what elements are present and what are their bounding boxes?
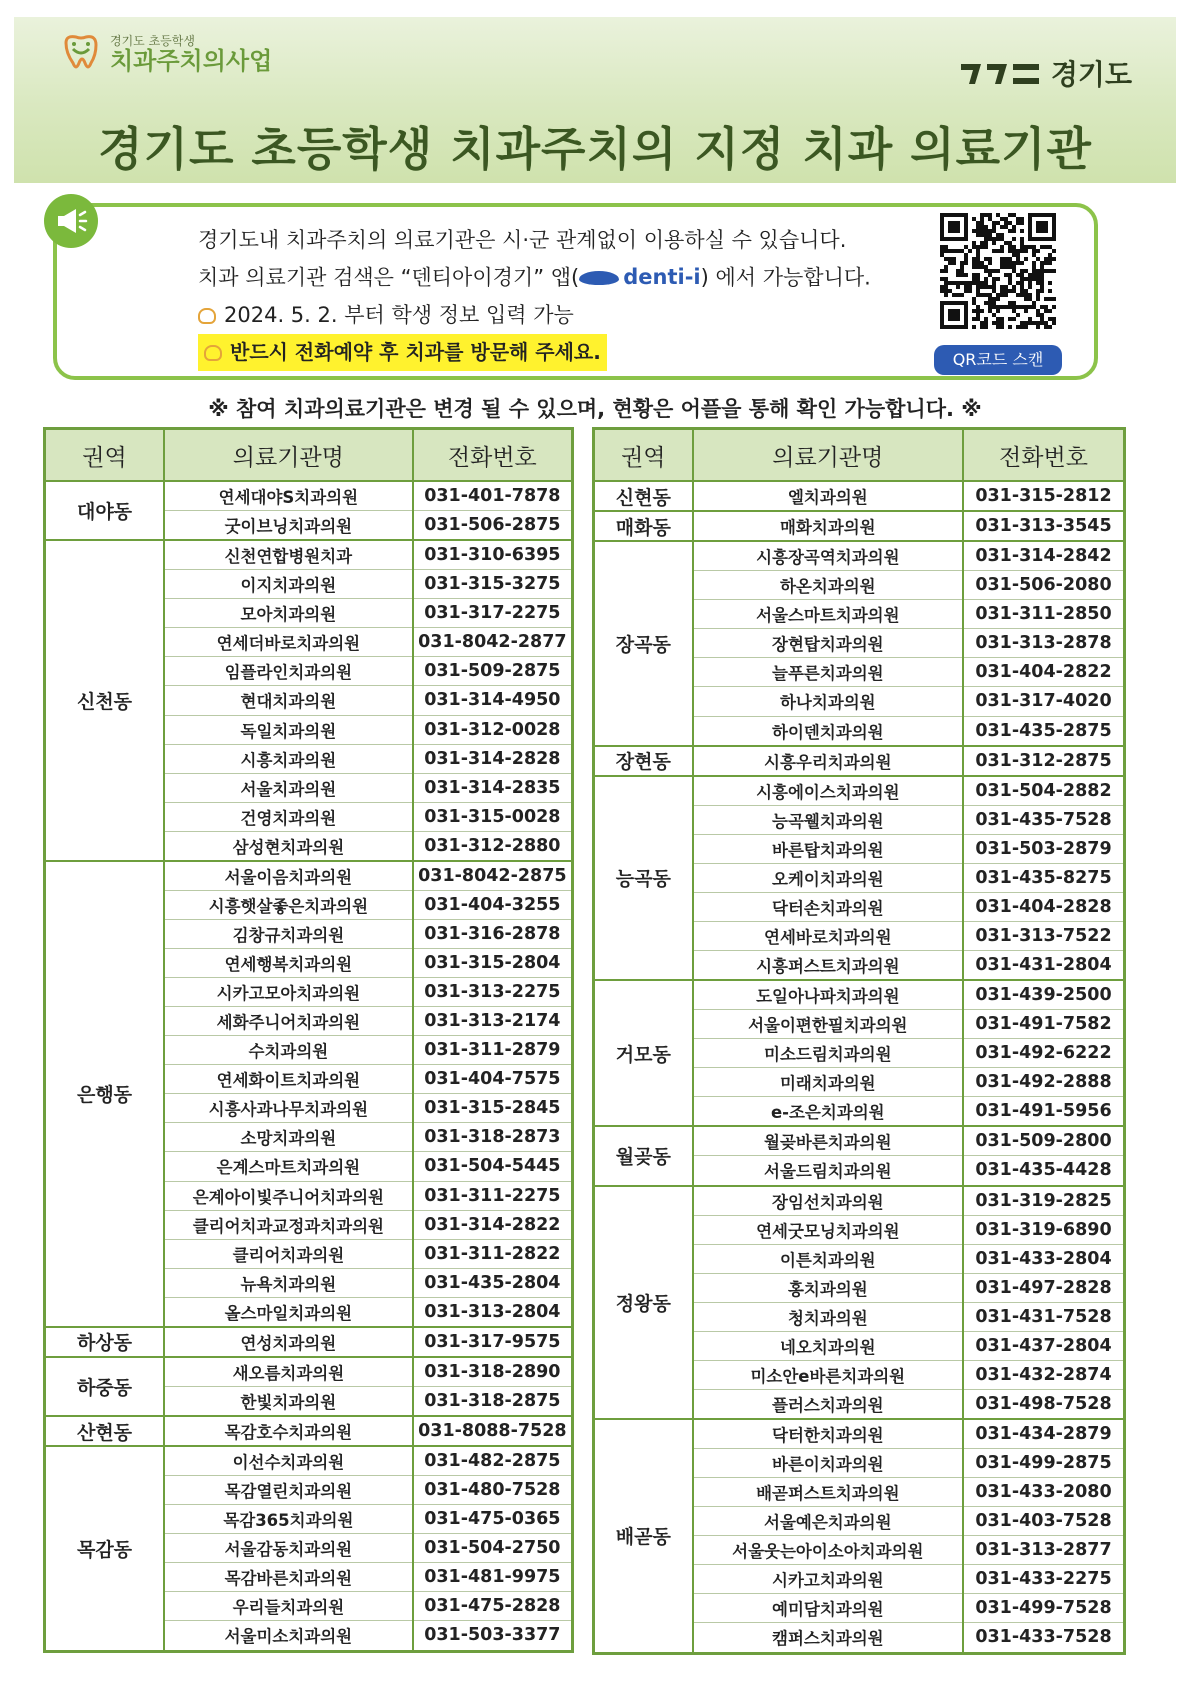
phone-number[interactable]: 031-504-5445	[413, 1152, 573, 1181]
clinic-name: 늘푸른치과의원	[693, 658, 963, 687]
clinic-name: 올스마일치과의원	[164, 1297, 413, 1327]
participation-note: ※ 참여 치과의료기관은 변경 될 수 있으며, 현황은 어플을 통해 확인 가능합니다. ※	[208, 397, 982, 421]
phone-number[interactable]: 031-313-7522	[963, 921, 1125, 950]
phone-number[interactable]: 031-435-8275	[963, 863, 1125, 892]
clinic-name: 청치과의원	[693, 1302, 963, 1331]
table-row	[45, 1446, 573, 1476]
clinic-name: 시카고모아치과의원	[164, 978, 413, 1007]
phone-number[interactable]: 031-318-2875	[413, 1386, 573, 1416]
clinic-table-right	[592, 427, 1126, 1655]
phone-number[interactable]: 031-481-9975	[413, 1563, 573, 1592]
phone-number[interactable]: 031-499-7528	[963, 1594, 1125, 1623]
clinic-name: 건영치과의원	[164, 802, 413, 831]
clinic-name: 현대치과의원	[164, 686, 413, 715]
region-cell: 산현동	[45, 1416, 165, 1446]
clinic-name: 이튼치과의원	[693, 1244, 963, 1273]
phone-number[interactable]: 031-435-7528	[963, 805, 1125, 834]
phone-number[interactable]: 031-491-5956	[963, 1097, 1125, 1127]
phone-number[interactable]: 031-404-2822	[963, 658, 1125, 687]
phone-number[interactable]: 031-435-4428	[963, 1156, 1125, 1186]
header-banner	[14, 17, 1176, 183]
clinic-name: 한빛치과의원	[164, 1386, 413, 1416]
phone-number[interactable]: 031-404-2828	[963, 892, 1125, 921]
phone-number[interactable]: 031-313-2804	[413, 1297, 573, 1327]
clinic-name: 시흥햇살좋은치과의원	[164, 890, 413, 919]
clinic-name: 목감365치과의원	[164, 1505, 413, 1534]
clinic-name: 소망치과의원	[164, 1123, 413, 1152]
phone-number[interactable]: 031-504-2882	[963, 776, 1125, 806]
gyeonggi-symbol-icon	[959, 60, 1041, 86]
clinic-name: 홍치과의원	[693, 1273, 963, 1302]
clinic-name: 김창규치과의원	[164, 919, 413, 948]
denti-app-icon	[579, 271, 619, 285]
table-row	[594, 481, 1125, 511]
phone-number[interactable]: 031-506-2875	[413, 511, 573, 541]
phone-number[interactable]: 031-312-2875	[963, 746, 1125, 776]
phone-number[interactable]: 031-509-2875	[413, 657, 573, 686]
clinic-name: 시흥에이스치과의원	[693, 776, 963, 806]
phone-number[interactable]: 031-310-6395	[413, 540, 573, 570]
phone-number[interactable]: 031-503-2879	[963, 834, 1125, 863]
clinic-name: 배곧퍼스트치과의원	[693, 1478, 963, 1507]
clinic-name: 삼성현치과의원	[164, 831, 413, 861]
clinic-name: 시흥우리치과의원	[693, 746, 963, 776]
clinic-name: 서울미소치과의원	[164, 1621, 413, 1651]
clinic-name: 시카고치과의원	[693, 1565, 963, 1594]
table-row	[45, 1327, 573, 1357]
phone-number[interactable]: 031-317-4020	[963, 687, 1125, 716]
denti-app-name: denti-i	[623, 265, 701, 289]
clinic-name: 하이덴치과의원	[693, 716, 963, 746]
clinic-name: 목감열린치과의원	[164, 1476, 413, 1505]
phone-number[interactable]: 031-313-2174	[413, 1007, 573, 1036]
column-header-clinic: 의료기관명	[693, 429, 963, 482]
phone-number[interactable]: 031-313-3545	[963, 511, 1125, 541]
clinic-name: 닥터손치과의원	[693, 892, 963, 921]
clinic-name: 연세행복치과의원	[164, 949, 413, 978]
table-row	[594, 980, 1125, 1010]
clinic-name: 이선수치과의원	[164, 1446, 413, 1476]
phone-number[interactable]: 031-482-2875	[413, 1446, 573, 1476]
table-row	[594, 511, 1125, 541]
clinic-name: 바른이치과의원	[693, 1449, 963, 1478]
clinic-name: 장임선치과의원	[693, 1186, 963, 1216]
clinic-name: 임플라인치과의원	[164, 657, 413, 686]
clinic-name: 은계아이빛주니어치과의원	[164, 1181, 413, 1210]
phone-number[interactable]: 031-319-6890	[963, 1215, 1125, 1244]
column-header-region: 권역	[594, 429, 693, 482]
phone-number[interactable]: 031-315-3275	[413, 570, 573, 599]
table-row	[594, 776, 1125, 806]
phone-number[interactable]: 031-503-3377	[413, 1621, 573, 1651]
phone-number[interactable]: 031-313-2275	[413, 978, 573, 1007]
clinic-name: 연세굿모닝치과의원	[693, 1215, 963, 1244]
phone-number[interactable]: 031-8042-2877	[413, 628, 573, 657]
phone-number[interactable]: 031-492-2888	[963, 1068, 1125, 1097]
notice-line-2-prefix: 치과 의료기관 검색은 “덴티아이경기” 앱(	[198, 265, 580, 290]
phone-number[interactable]: 031-317-9575	[413, 1327, 573, 1357]
phone-number[interactable]: 031-491-7582	[963, 1010, 1125, 1039]
phone-number[interactable]: 031-506-2080	[963, 571, 1125, 600]
region-cell: 하상동	[45, 1327, 165, 1357]
region-cell: 신천동	[45, 540, 165, 861]
phone-number[interactable]: 031-431-7528	[963, 1302, 1125, 1331]
phone-number[interactable]: 031-315-2812	[963, 481, 1125, 511]
clinic-name: 수치과의원	[164, 1036, 413, 1065]
table-row	[594, 1126, 1125, 1156]
qr-scan-button[interactable]: QR코드 스캔	[934, 345, 1062, 375]
phone-number[interactable]: 031-432-2874	[963, 1360, 1125, 1389]
column-header-phone: 전화번호	[963, 429, 1125, 482]
phone-number[interactable]: 031-312-2880	[413, 831, 573, 861]
clinic-name: 시흥사과나무치과의원	[164, 1094, 413, 1123]
clinic-name: 굿이브닝치과의원	[164, 511, 413, 541]
clinic-name: 서울이편한필치과의원	[693, 1010, 963, 1039]
clinic-name: 예미담치과의원	[693, 1594, 963, 1623]
clinic-name: 신천연합병원치과	[164, 540, 413, 570]
column-header-clinic: 의료기관명	[164, 429, 413, 482]
clinic-name: 클리어치과의원	[164, 1239, 413, 1268]
phone-number[interactable]: 031-401-7878	[413, 481, 573, 511]
phone-number[interactable]: 031-318-2890	[413, 1357, 573, 1387]
clinic-name: 서울치과의원	[164, 773, 413, 802]
clinic-name: 클리어치과교정과치과의원	[164, 1210, 413, 1239]
clinic-name: 서울감동치과의원	[164, 1534, 413, 1563]
clinic-name: 이지치과의원	[164, 570, 413, 599]
phone-number[interactable]: 031-437-2804	[963, 1331, 1125, 1360]
clinic-name: 하나치과의원	[693, 687, 963, 716]
clinic-name: 미래치과의원	[693, 1068, 963, 1097]
phone-number[interactable]: 031-499-2875	[963, 1449, 1125, 1478]
clinic-name: 서울드림치과의원	[693, 1156, 963, 1186]
gyeonggi-logo-text: 경기도	[1050, 58, 1132, 91]
table-row	[594, 746, 1125, 776]
clinic-table-left	[43, 427, 574, 1653]
column-header-region: 권역	[45, 429, 165, 482]
page-title: 경기도 초등학생 치과주치의 지정 치과 의료기관	[98, 122, 1092, 176]
region-cell: 은행동	[45, 861, 165, 1327]
clinic-name: 능곡웰치과의원	[693, 805, 963, 834]
region-cell: 하중동	[45, 1357, 165, 1416]
clinic-name: 매화치과의원	[693, 511, 963, 541]
clinic-name: 하온치과의원	[693, 571, 963, 600]
clinic-name: 우리들치과의원	[164, 1592, 413, 1621]
phone-number[interactable]: 031-315-0028	[413, 802, 573, 831]
phone-number[interactable]: 031-315-2804	[413, 949, 573, 978]
phone-number[interactable]: 031-311-2822	[413, 1239, 573, 1268]
region-cell: 목감동	[45, 1446, 165, 1651]
clinic-name: 서울이음치과의원	[164, 861, 413, 891]
clinic-name: 오케이치과의원	[693, 863, 963, 892]
phone-number[interactable]: 031-8042-2875	[413, 861, 573, 891]
phone-number[interactable]: 031-497-2828	[963, 1273, 1125, 1302]
phone-number[interactable]: 031-311-2850	[963, 600, 1125, 629]
phone-number[interactable]: 031-313-2877	[963, 1536, 1125, 1565]
phone-number[interactable]: 031-318-2873	[413, 1123, 573, 1152]
region-cell: 신현동	[594, 481, 693, 511]
phone-number[interactable]: 031-434-2879	[963, 1419, 1125, 1449]
phone-number[interactable]: 031-403-7528	[963, 1507, 1125, 1536]
table-row	[45, 1416, 573, 1446]
region-cell: 장현동	[594, 746, 693, 776]
phone-number[interactable]: 031-433-7528	[963, 1623, 1125, 1653]
clinic-name: 서울웃는아이소아치과의원	[693, 1536, 963, 1565]
phone-number[interactable]: 031-404-7575	[413, 1065, 573, 1094]
clinic-name: 바른탑치과의원	[693, 834, 963, 863]
phone-number[interactable]: 031-311-2879	[413, 1036, 573, 1065]
clinic-name: 미소드림치과의원	[693, 1039, 963, 1068]
phone-number[interactable]: 031-433-2080	[963, 1478, 1125, 1507]
warning-text: 반드시 전화예약 후 치과를 방문해 주세요.	[230, 339, 601, 364]
notice-line-4	[198, 334, 871, 371]
tooth-icon	[198, 308, 216, 324]
notice-line-3	[198, 297, 871, 334]
phone-number[interactable]: 031-435-2875	[963, 716, 1125, 746]
clinic-name: 세화주니어치과의원	[164, 1007, 413, 1036]
phone-number[interactable]: 031-312-0028	[413, 715, 573, 744]
clinic-name: 플러스치과의원	[693, 1389, 963, 1419]
region-cell: 거모동	[594, 980, 693, 1126]
phone-number[interactable]: 031-439-2500	[963, 980, 1125, 1010]
clinic-name: 월곶바른치과의원	[693, 1126, 963, 1156]
phone-number[interactable]: 031-314-2842	[963, 541, 1125, 571]
phone-number[interactable]: 031-311-2275	[413, 1181, 573, 1210]
clinic-name: 모아치과의원	[164, 599, 413, 628]
phone-number[interactable]: 031-314-4950	[413, 686, 573, 715]
column-header-phone: 전화번호	[413, 429, 573, 482]
clinic-name: 독일치과의원	[164, 715, 413, 744]
phone-number[interactable]: 031-433-2804	[963, 1244, 1125, 1273]
phone-number[interactable]: 031-475-0365	[413, 1505, 573, 1534]
table-row	[45, 861, 573, 891]
phone-number[interactable]: 031-435-2804	[413, 1268, 573, 1297]
phone-number[interactable]: 031-504-2750	[413, 1534, 573, 1563]
notice-text	[198, 222, 871, 371]
region-cell: 정왕동	[594, 1186, 693, 1420]
region-cell: 배곧동	[594, 1419, 693, 1653]
clinic-name: 서울스마트치과의원	[693, 600, 963, 629]
phone-number[interactable]: 031-480-7528	[413, 1476, 573, 1505]
phone-number[interactable]: 031-314-2822	[413, 1210, 573, 1239]
clinic-name: 연세대야S치과의원	[164, 481, 413, 511]
region-cell: 대야동	[45, 481, 165, 540]
clinic-name: 뉴욕치과의원	[164, 1268, 413, 1297]
table-row	[594, 1419, 1125, 1449]
notice-date-text: 2024. 5. 2. 부터 학생 정보 입력 가능	[224, 302, 574, 327]
megaphone-icon	[44, 194, 98, 248]
phone-number[interactable]: 031-404-3255	[413, 890, 573, 919]
notice-line-2-suffix: ) 에서 가능합니다.	[700, 265, 871, 290]
phone-number[interactable]: 031-314-2828	[413, 744, 573, 773]
clinic-name: 연세바로치과의원	[693, 921, 963, 950]
tooth-icon	[204, 345, 222, 361]
phone-number[interactable]: 031-315-2845	[413, 1094, 573, 1123]
table-row	[45, 540, 573, 570]
phone-number[interactable]: 031-8088-7528	[413, 1416, 573, 1446]
region-cell: 월곶동	[594, 1126, 693, 1185]
table-row	[594, 1186, 1125, 1216]
clinic-name: 목감호수치과의원	[164, 1416, 413, 1446]
logo-subtitle: 경기도 초등학생	[110, 34, 195, 48]
clinic-name: 연성치과의원	[164, 1327, 413, 1357]
clinic-name: e-조은치과의원	[693, 1097, 963, 1127]
clinic-name: 닥터한치과의원	[693, 1419, 963, 1449]
clinic-name: 장현탑치과의원	[693, 629, 963, 658]
clinic-name: 연세화이트치과의원	[164, 1065, 413, 1094]
phone-number[interactable]: 031-433-2275	[963, 1565, 1125, 1594]
program-logo	[58, 33, 272, 75]
phone-number[interactable]: 031-316-2878	[413, 919, 573, 948]
logo-title: 치과주치의사업	[110, 47, 273, 75]
region-cell: 능곡동	[594, 776, 693, 980]
clinic-name: 미소안e바른치과의원	[693, 1360, 963, 1389]
clinic-name: 시흥퍼스트치과의원	[693, 951, 963, 981]
clinic-name: 새오름치과의원	[164, 1357, 413, 1387]
clinic-name: 캠퍼스치과의원	[693, 1623, 963, 1653]
phone-number[interactable]: 031-317-2275	[413, 599, 573, 628]
clinic-name: 은계스마트치과의원	[164, 1152, 413, 1181]
clinic-name: 시흥장곡역치과의원	[693, 541, 963, 571]
clinic-name: 엘치과의원	[693, 481, 963, 511]
phone-number[interactable]: 031-475-2828	[413, 1592, 573, 1621]
smiling-tooth-icon	[58, 33, 104, 75]
phone-number[interactable]: 031-313-2878	[963, 629, 1125, 658]
notice-line-2	[198, 259, 871, 297]
clinic-name: 서울예은치과의원	[693, 1507, 963, 1536]
denti-app-logo	[579, 259, 700, 296]
table-row	[45, 481, 573, 511]
phone-number[interactable]: 031-498-7528	[963, 1389, 1125, 1419]
phone-number[interactable]: 031-509-2800	[963, 1126, 1125, 1156]
clinic-name: 연세더바로치과의원	[164, 628, 413, 657]
notice-line-1: 경기도내 치과주치의 의료기관은 시·군 관계없이 이용하실 수 있습니다.	[198, 228, 847, 252]
table-row	[45, 1357, 573, 1387]
clinic-name: 도일아나파치과의원	[693, 980, 963, 1010]
phone-number[interactable]: 031-431-2804	[963, 951, 1125, 981]
clinic-name: 목감바른치과의원	[164, 1563, 413, 1592]
clinic-name: 시흥치과의원	[164, 744, 413, 773]
region-cell: 매화동	[594, 511, 693, 541]
phone-number[interactable]: 031-314-2835	[413, 773, 573, 802]
phone-number[interactable]: 031-319-2825	[963, 1186, 1125, 1216]
qr-code[interactable]	[938, 213, 1058, 329]
clinic-name: 네오치과의원	[693, 1331, 963, 1360]
phone-number[interactable]: 031-492-6222	[963, 1039, 1125, 1068]
warning-highlight	[198, 334, 607, 371]
gyeonggi-logo	[959, 53, 1132, 93]
table-row	[594, 541, 1125, 571]
region-cell: 장곡동	[594, 541, 693, 745]
